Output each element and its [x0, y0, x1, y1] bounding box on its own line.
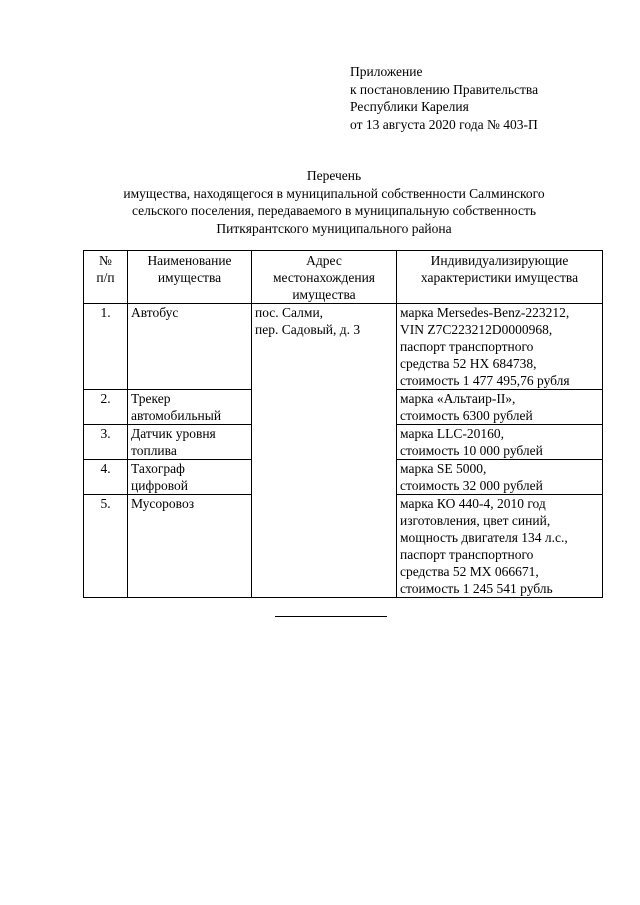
- row-characteristics: марка КО 440-4, 2010 год изготовления, цвет синий, мощность двигателя 134 л.с., паспорт транспортного средства 52 МХ 066671, стоимость 1 245 541 рубль: [397, 495, 603, 598]
- appendix-line: Республики Карелия: [350, 99, 469, 114]
- title-line: Питкярантского муниципального района: [216, 220, 452, 236]
- table-row: [84, 304, 603, 390]
- appendix-line: к постановлению Правительства: [350, 81, 539, 97]
- property-table: [83, 250, 603, 598]
- row-num: 5.: [84, 495, 128, 598]
- row-num: 2.: [84, 390, 128, 425]
- row-characteristics: марка «Альтаир-II», стоимость 6300 рублей: [397, 390, 603, 425]
- title-line: сельского поселения, передаваемого в муниципальную собственность: [132, 203, 536, 218]
- row-name: Тахограф цифровой: [128, 460, 252, 495]
- table-header-row: [84, 251, 603, 304]
- row-name: Мусоровоз: [128, 495, 252, 598]
- end-divider: [275, 616, 387, 617]
- header-num: № п/п: [84, 251, 128, 304]
- header-name: Наименование имущества: [128, 251, 252, 304]
- row-name: Автобус: [128, 304, 252, 390]
- document-title: [60, 167, 608, 237]
- appendix-note: [350, 63, 630, 133]
- header-characteristics: Индивидуализирующие характеристики имущества: [397, 251, 603, 304]
- row-name: Трекер автомобильный: [128, 390, 252, 425]
- appendix-line: Приложение: [350, 64, 423, 79]
- header-address: Адрес местонахождения имущества: [252, 251, 397, 304]
- row-address: пос. Салми, пер. Садовый, д. 3: [252, 304, 397, 598]
- row-characteristics: марка Mersedes-Benz-223212, VIN Z7C223212D0000968, паспорт транспортного средства 52 НХ 684738, стоимость 1 477 495,76 рубля: [397, 304, 603, 390]
- title-heading: Перечень: [306, 168, 362, 183]
- row-characteristics: марка SE 5000, стоимость 32 000 рублей: [397, 460, 603, 495]
- row-characteristics: марка LLC-20160, стоимость 10 000 рублей: [397, 425, 603, 460]
- row-num: 4.: [84, 460, 128, 495]
- row-num: 1.: [84, 304, 128, 390]
- row-name: Датчик уровня топлива: [128, 425, 252, 460]
- title-line: имущества, находящегося в муниципальной собственности Салминского: [123, 185, 545, 201]
- row-num: 3.: [84, 425, 128, 460]
- appendix-line: от 13 августа 2020 года № 403-П: [350, 116, 538, 132]
